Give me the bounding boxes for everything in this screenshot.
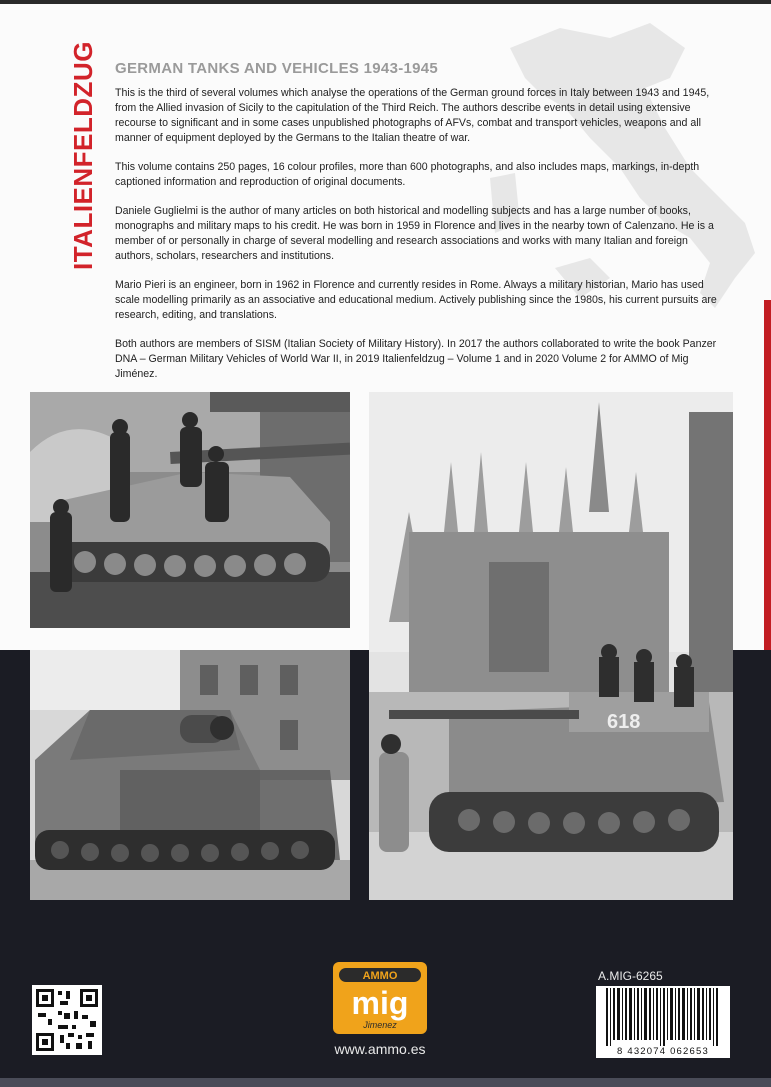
- barcode-number: 8 432074 062653: [617, 1046, 709, 1057]
- red-edge-stripe: [764, 300, 771, 650]
- paragraph-intro: This is the third of several volumes which analyse the operations of the German ground forces in Italy between 1943 and 1945, from the Allied invasion of Sicily to the capitulation of the Third Reich. The authors describe events in detail using extensive recourse to significant and in some cases unpublished photographs of AFVs, combat and transport vehicles, weapons and all manner of equipment deployed by the Germans to the Italian theatre of war.: [115, 87, 710, 144]
- bottom-edge: [0, 1078, 771, 1087]
- vertical-title: ITALIENFELDZUG: [68, 41, 98, 270]
- paragraph-authors-sism: Both authors are members of SISM (Italian Society of Military History). In 2017 the authors collaborated to write the book Panzer DNA – German Military Vehicles of World War II, in 2019 Italienfeldzug – Volume 1 and in 2020 Volume 2 for AMMO of Mig Jiménez.: [115, 338, 717, 380]
- top-edge: [0, 0, 771, 4]
- photo-brummbar: [30, 650, 350, 900]
- ammo-mig-logo-icon: [333, 962, 427, 1034]
- product-code: A.MIG-6265: [598, 969, 663, 983]
- logo-bottom-text: Jimenez: [363, 1020, 397, 1030]
- qr-code-icon: [32, 985, 102, 1055]
- paragraph-author-guglielmi: Daniele Guglielmi is the author of many articles on both historical and modelling subjects and has a large number of books, monographs and military maps to his credit. He was born in 1959 in Florence and lives in the nearby town of Calenzano. He is a member of or personally in charge of several modelling and research associations and works with many Italian and foreign authors, scholars, researchers and institutions.: [115, 205, 714, 262]
- photo-milan-cathedral: [369, 392, 733, 900]
- logo-main-text: mig: [351, 985, 409, 1021]
- logo-top-text: AMMO: [362, 970, 398, 982]
- photo-hummel: [30, 392, 350, 628]
- cover-subtitle: GERMAN TANKS AND VEHICLES 1943-1945: [115, 60, 439, 77]
- paragraph-contents: This volume contains 250 pages, 16 colour profiles, more than 600 photographs, and also includes maps, markings, in-depth captioned information and reproduction of original documents.: [115, 161, 700, 188]
- tank-number: 618: [607, 711, 641, 733]
- description-text: [115, 86, 727, 396]
- publisher-website[interactable]: www.ammo.es: [334, 1041, 426, 1057]
- paragraph-author-pieri: Mario Pieri is an engineer, born in 1962 in Florence and currently resides in Rome. Always a military historian, Mario has used scale modelling primarily as an associative and educational medium. Actively publishing since the 1980s, his current pursuits are research, editing, and translations.: [115, 279, 717, 321]
- barcode-icon: [596, 986, 730, 1058]
